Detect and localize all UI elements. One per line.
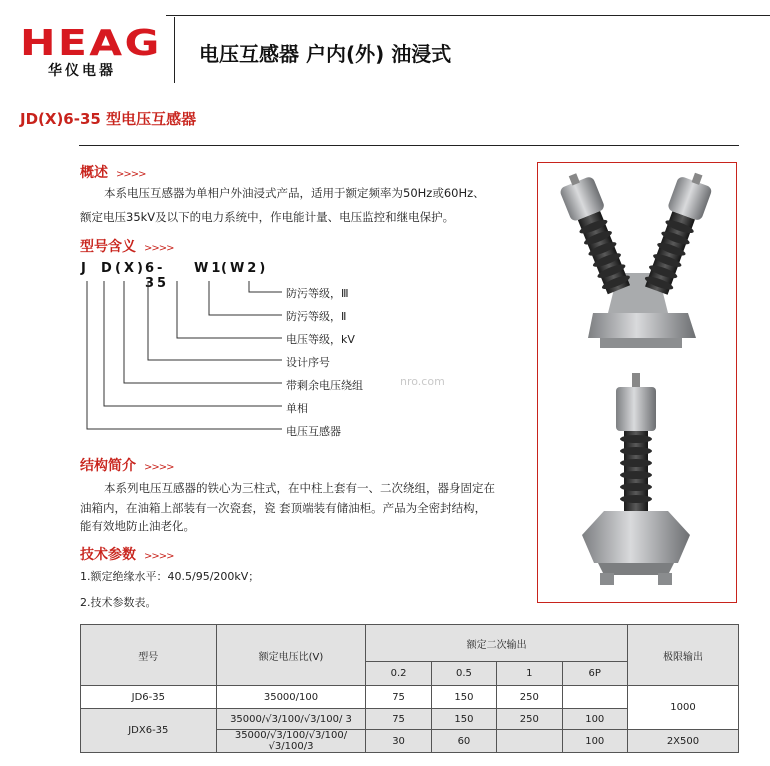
spec-item-2: 2.技术参数表。 xyxy=(80,596,157,609)
model-char-w2: (W2) xyxy=(221,261,269,276)
model-char-w1: W1 xyxy=(194,261,224,276)
model-char-voltage: 6-35 xyxy=(145,261,170,291)
model-label-design: 设计序号 xyxy=(286,356,330,369)
model-label-w2: 防污等级，Ⅲ xyxy=(286,287,349,300)
chevrons-icon: >>>> xyxy=(144,243,174,254)
cell-model: JDX6-35 xyxy=(81,709,217,753)
cell-v1: 250 xyxy=(497,686,562,709)
model-char-j: J xyxy=(81,261,86,276)
double-bushing-transformer xyxy=(556,168,716,348)
structure-line-1: 本系列电压互感器的铁心为三柱式，在中柱上套有一、二次绕组，器身固定在 xyxy=(104,481,495,495)
cell-v6p: 100 xyxy=(562,709,627,730)
cell-v02: 75 xyxy=(366,686,431,709)
cell-v6p xyxy=(562,686,627,709)
transformer-illustration xyxy=(538,163,735,601)
header-class-02: 0.2 xyxy=(366,662,431,686)
chevrons-icon: >>>> xyxy=(144,462,174,473)
cell-ratio: 35000/100 xyxy=(216,686,366,709)
header-model: 型号 xyxy=(81,625,217,686)
cell-limit: 2X500 xyxy=(627,730,738,753)
product-title: JD(X)6-35 型电压互感器 xyxy=(20,110,197,128)
spec-item-1: 1.额定绝缘水平：40.5/95/200kV； xyxy=(80,570,260,583)
cell-v1: 250 xyxy=(497,709,562,730)
page-title: 电压互感器 户内(外) 油浸式 xyxy=(199,42,452,66)
cell-v6p: 100 xyxy=(562,730,627,753)
structure-heading-text: 结构简介 xyxy=(80,458,136,474)
cell-ratio: 35000/√3/100/√3/100/ 3 xyxy=(216,709,366,730)
model-heading-text: 型号含义 xyxy=(80,239,136,255)
cell-v02: 30 xyxy=(366,730,431,753)
structure-line-2: 油箱内，在油箱上部装有一次瓷套，瓷 套顶端装有储油柜。产品为全密封结构， xyxy=(80,501,487,515)
cell-v05: 60 xyxy=(431,730,496,753)
structure-line-3: 能有效地防止油老化。 xyxy=(80,519,195,533)
logo-wordmark: HEAG xyxy=(20,23,162,64)
model-char-d: D xyxy=(101,261,112,276)
header-class-1: 1 xyxy=(497,662,562,686)
model-char-x: (X) xyxy=(115,261,146,276)
model-label-residual: 带剩余电压绕组 xyxy=(286,379,363,392)
specs-heading xyxy=(80,544,174,564)
single-bushing-transformer xyxy=(582,373,690,585)
spec-table xyxy=(80,624,739,753)
structure-heading xyxy=(80,455,174,475)
overview-line-1: 本系电压互感器为单相户外油浸式产品，适用于额定频率为50Hz或60Hz、 xyxy=(104,186,485,200)
header-limit-output: 极限输出 xyxy=(627,625,738,686)
model-label-voltage: 电压等级，kV xyxy=(286,333,355,346)
header-class-05: 0.5 xyxy=(431,662,496,686)
overview-heading-text: 概述 xyxy=(80,165,108,181)
chevrons-icon: >>>> xyxy=(144,551,174,562)
cell-v02: 75 xyxy=(366,709,431,730)
cell-model: JD6-35 xyxy=(81,686,217,709)
chevrons-icon: >>>> xyxy=(116,169,146,180)
cell-ratio: 35000/√3/100/√3/100/√3/100/3 xyxy=(216,730,366,753)
model-label-w1: 防污等级，Ⅱ xyxy=(286,310,347,323)
header-secondary-output: 额定二次输出 xyxy=(366,625,628,662)
header-ratio: 额定电压比(V) xyxy=(216,625,366,686)
table-row xyxy=(81,686,739,709)
specs-heading-text: 技术参数 xyxy=(80,547,136,563)
cell-limit: 1000 xyxy=(627,686,738,730)
model-label-single-phase: 单相 xyxy=(286,402,308,415)
cell-v05: 150 xyxy=(431,686,496,709)
header-class-6p: 6P xyxy=(562,662,627,686)
model-label-transformer: 电压互感器 xyxy=(286,425,341,438)
overview-line-2: 额定电压35kV及以下的电力系统中，作电能计量、电压监控和继电保护。 xyxy=(80,210,455,224)
logo-subtitle: 华仪电器 xyxy=(48,63,116,79)
cell-v05: 150 xyxy=(431,709,496,730)
watermark: nro.com xyxy=(400,375,445,388)
cell-v1 xyxy=(497,730,562,753)
product-photo-frame xyxy=(537,162,737,603)
